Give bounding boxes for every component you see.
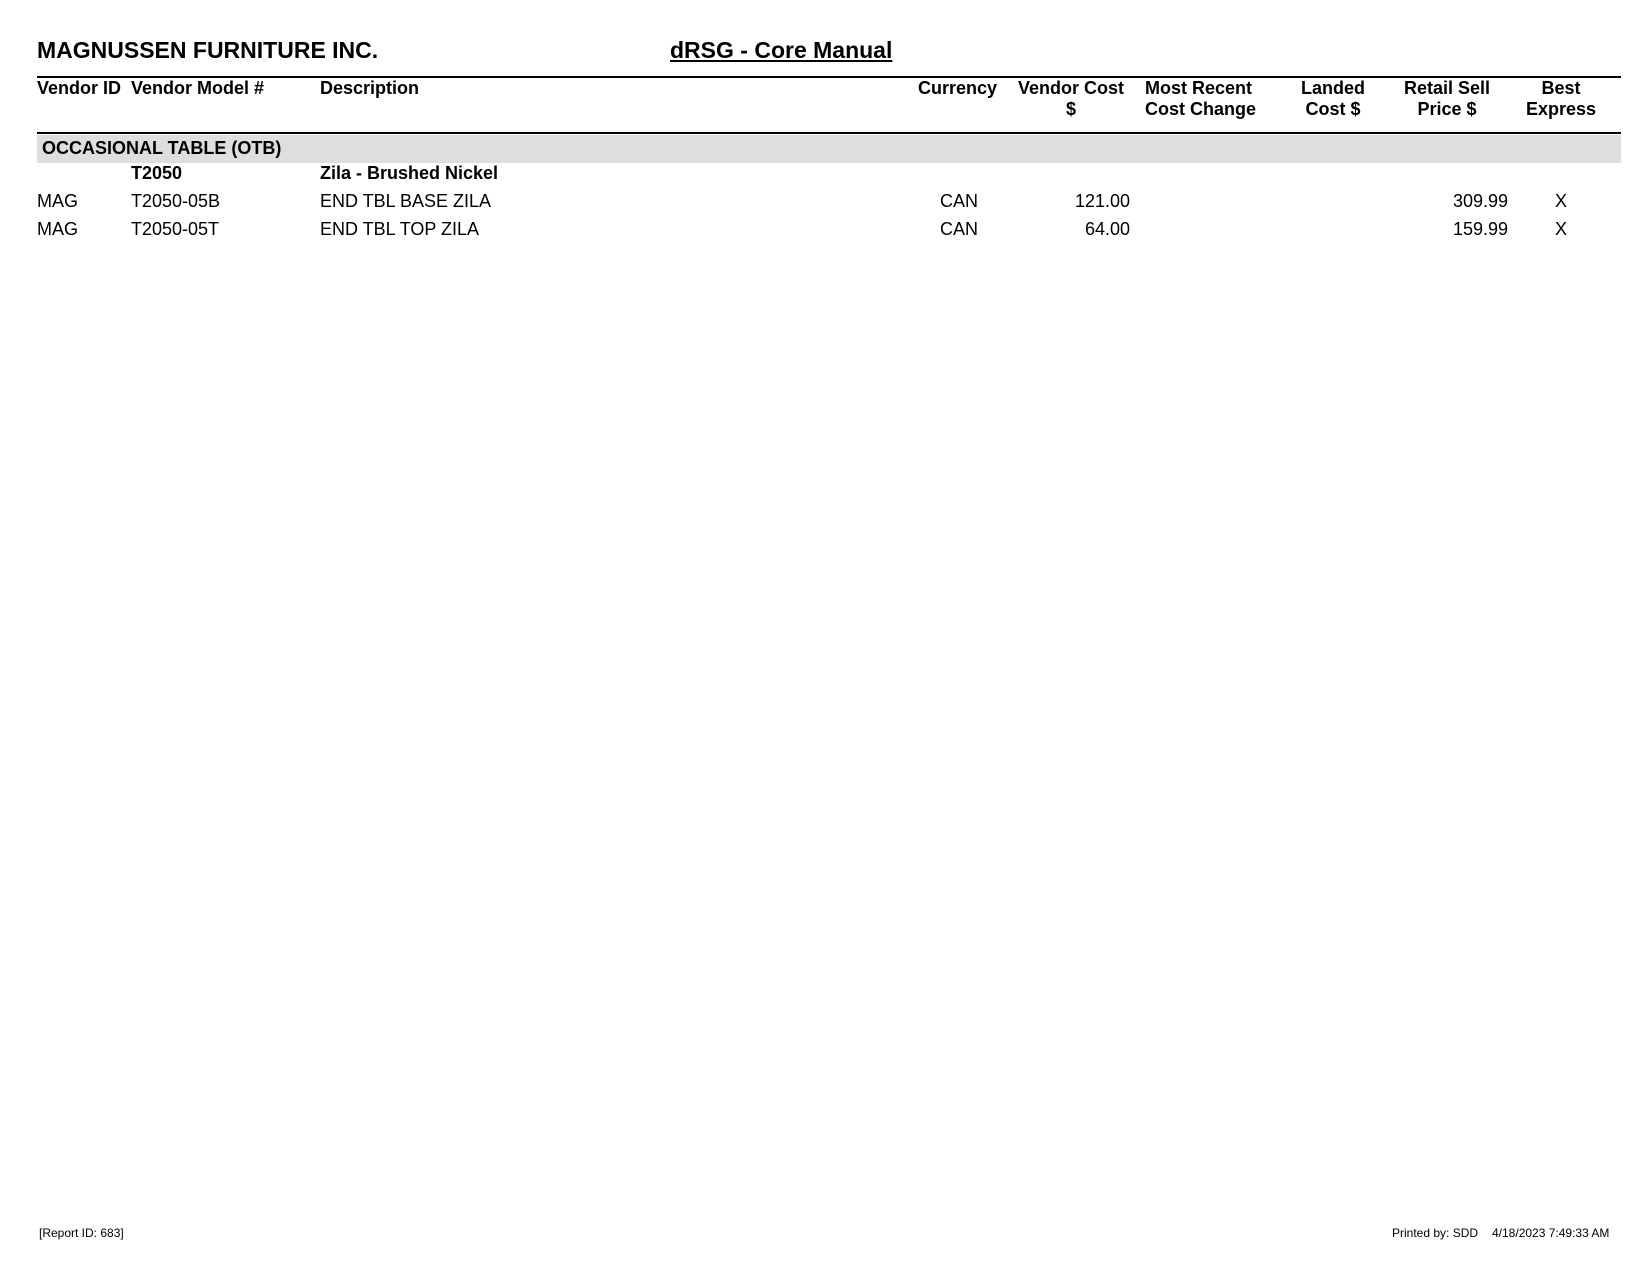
column-header-vendor-cost xyxy=(1012,78,1130,120)
column-header-best-express xyxy=(1518,78,1604,120)
category-label: OCCASIONAL TABLE (OTB) xyxy=(42,138,282,158)
row2-vendor-id: MAG xyxy=(37,219,79,239)
row1-vendor-id: MAG xyxy=(37,191,79,211)
column-header-description: Description xyxy=(320,78,420,98)
row1-retail-price: 309.99 xyxy=(1452,191,1508,211)
column-header-landed-line1: Landed xyxy=(1300,78,1365,98)
column-header-recent-change-line2: Cost Change xyxy=(1145,99,1257,119)
row2-description: END TBL TOP ZILA xyxy=(320,219,480,239)
row2-retail-price: 159.99 xyxy=(1452,219,1508,239)
row2-currency: CAN xyxy=(939,219,978,239)
row1-best-express: X xyxy=(1554,191,1567,211)
column-header-retail-line2: Price $ xyxy=(1417,99,1477,119)
row2-best-express: X xyxy=(1554,219,1567,239)
header-bottom-rule xyxy=(37,132,1621,134)
column-header-retail-line1: Retail Sell xyxy=(1403,78,1491,98)
row2-model: T2050-05T xyxy=(131,219,220,239)
report-title: dRSG - Core Manual xyxy=(670,37,893,63)
column-header-best-line2: Express xyxy=(1525,99,1597,119)
row1-vendor-cost: 121.00 xyxy=(1074,191,1130,211)
row1-currency: CAN xyxy=(939,191,978,211)
company-name: MAGNUSSEN FURNITURE INC. xyxy=(37,37,379,63)
column-header-vendor-model: Vendor Model # xyxy=(131,78,265,98)
footer-report-id: [Report ID: 683] xyxy=(39,1226,124,1240)
footer-printed-by: Printed by: SDD xyxy=(1392,1226,1479,1240)
column-header-landed-cost xyxy=(1290,78,1376,120)
row1-description: END TBL BASE ZILA xyxy=(320,191,492,211)
row1-model: T2050-05B xyxy=(131,191,221,211)
column-header-retail-price xyxy=(1392,78,1502,120)
column-header-vendor-cost-line1: Vendor Cost xyxy=(1017,78,1124,98)
header-top-rule xyxy=(37,76,1621,78)
column-header-vendor-id: Vendor ID xyxy=(37,78,122,98)
column-header-landed-line2: Cost $ xyxy=(1305,99,1361,119)
column-header-currency: Currency xyxy=(918,78,998,98)
column-header-best-line1: Best xyxy=(1541,78,1581,98)
row2-vendor-cost: 64.00 xyxy=(1084,219,1130,239)
column-header-recent-cost-change xyxy=(1145,78,1256,120)
footer-timestamp: 4/18/2023 7:49:33 AM xyxy=(1492,1226,1610,1240)
column-header-recent-change-line1: Most Recent xyxy=(1145,78,1253,98)
column-header-vendor-cost-line2: $ xyxy=(1065,99,1076,119)
group-description: Zila - Brushed Nickel xyxy=(320,163,499,183)
group-model: T2050 xyxy=(131,163,183,183)
category-band xyxy=(37,135,1621,163)
